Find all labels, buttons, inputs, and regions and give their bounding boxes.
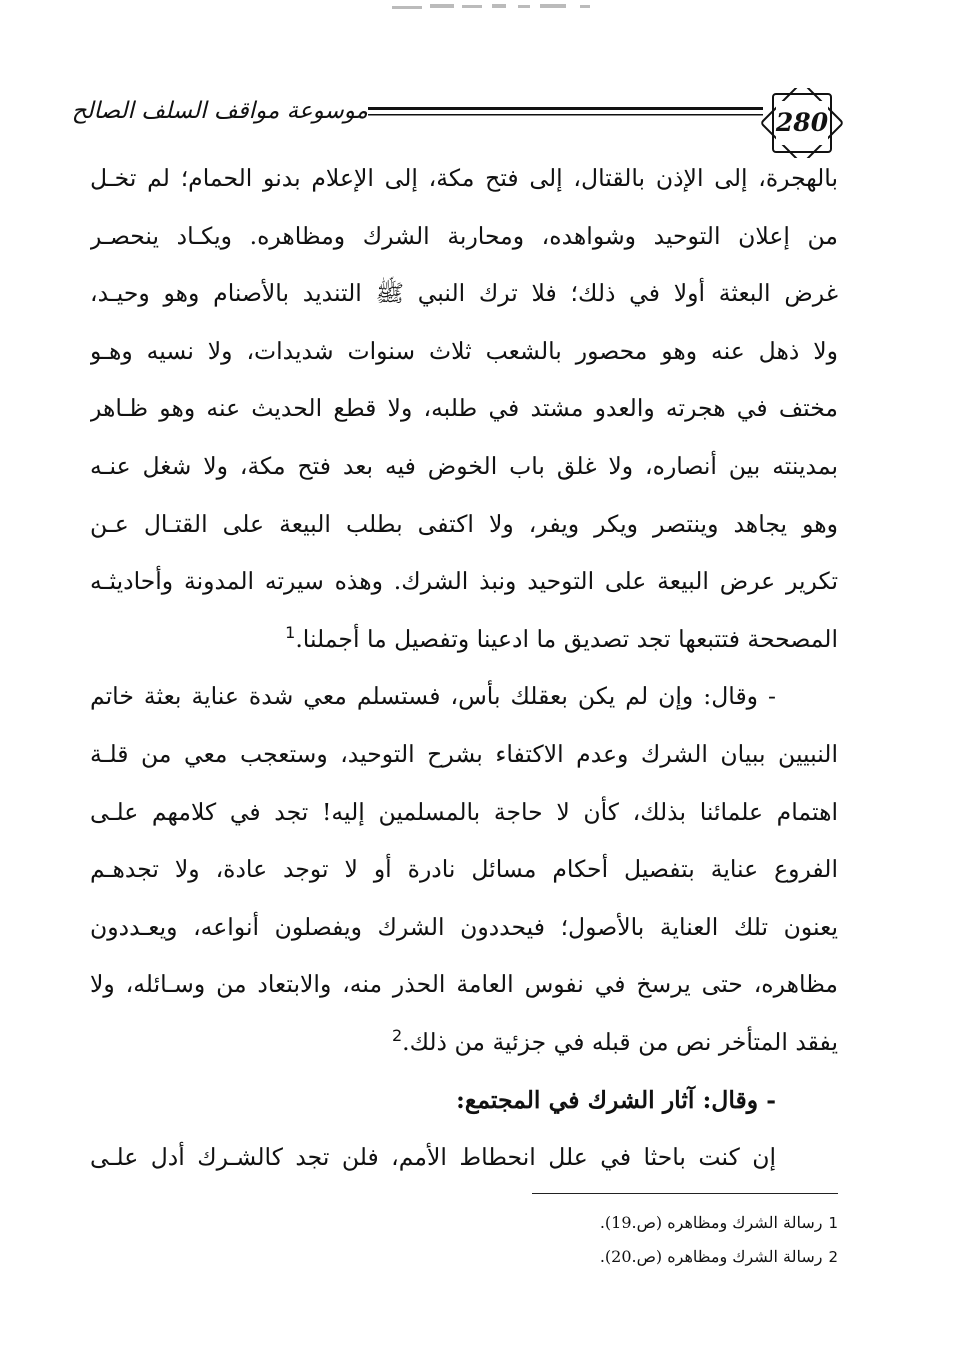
- text-line: وهو يجاهد وينتصر ويكر ويفر، ولا اكتفى بطلب البيعة على القتـال عـن: [90, 509, 838, 538]
- page-number: 280: [775, 108, 829, 137]
- footnote-1: [300, 1206, 838, 1240]
- text-line: مختف في هجرته والعدو مشتد في طلبه، ولا قطع الحديث عنه وهو ظـاهر: [90, 394, 838, 423]
- page-number-badge: [756, 88, 848, 158]
- text-line: من إعلان التوحيد وشواهده، ومحاربة الشرك ومظاهره. ويكـاد ينحصـر: [90, 221, 838, 250]
- footnote-ref-2: 2: [391, 1025, 403, 1045]
- text-line: إن كنت باحثا في علل انحطاط الأمم، فلن تجد كالشـرك أدل علـى: [90, 1143, 776, 1172]
- text-line: يعنون تلك العناية بالأصول؛ فيحددون الشرك ويفصلون أنواعه، ويعـددون: [90, 912, 838, 941]
- section-heading: - وقال: آثار الشرك في المجتمع:: [456, 1085, 776, 1114]
- text-line: ولا ذهل عنه وهو محصور بالشعب ثلاث سنوات شديدات، ولا نسيه وهـو: [90, 336, 838, 365]
- footnote-text: رسالة الشرك ومظاهره (ص.19).: [599, 1213, 823, 1232]
- text-line: - وقال: وإن لم يكن بعقلك بأس، فستسلم معي شدة عناية بعثة خاتم: [90, 682, 776, 711]
- text-line: غرض البعثة أولا في ذلك؛ فلا ترك النبي ﷺ التنديد بالأصنام وهو وحيـد،: [90, 279, 838, 308]
- scan-top-marks: [0, 0, 973, 20]
- text-line: الفروع عناية بتفصيل أحكام مسائل نادرة أو لا توجد عادة، ولا تجدهـم: [90, 855, 838, 884]
- text-line: بمدينته بين أنصاره، ولا غلق باب الخوض فيه بعد فتح مكة، ولا شغل عنـه: [90, 451, 838, 480]
- footnote-number: 2: [828, 1248, 838, 1266]
- footnote-2: [300, 1240, 838, 1274]
- main-text: [90, 150, 838, 1187]
- text-line: المصححة فتتبعها تجد تصديق ما ادعينا وتفصيل ما أجملنا.$^1$: [285, 622, 838, 653]
- text-line: اهتمام علمائنا بذلك، كأن لا حاجة بالمسلمين إليه! تجد في كلامهم علـى: [90, 797, 838, 826]
- text-line: النبيين ببيان الشرك وعدم الاكتفاء بشرح التوحيد، وستعجب معي من قلـة: [90, 739, 838, 768]
- text-line: مظاهره، حتى يرسخ في نفوس العامة الحذر منه، والابتعاد من وسـائله، ولا: [90, 970, 838, 999]
- text-line: يفقد المتأخر نص من قبله في جزئية من ذلك.$^2$: [391, 1025, 838, 1056]
- page-header: [71, 88, 848, 158]
- text-line: تكرير عرض البيعة على التوحيد ونبذ الشرك. وهذه سيرته المدونة وأحاديثـه: [90, 567, 838, 596]
- text-line: بالهجرة، إلى الإذن بالقتال، إلى فتح مكة، إلى الإعلام بدنو الحمام؛ لم تخـل: [90, 164, 838, 192]
- footnote-separator: [532, 1193, 838, 1194]
- footnote-text: رسالة الشرك ومظاهره (ص.20).: [599, 1247, 823, 1266]
- header-double-rule: [368, 106, 763, 120]
- footnote-number: 1: [828, 1214, 838, 1232]
- book-title: موسوعة مواقف السلف الصالح: [71, 98, 368, 124]
- footnote-ref-1: 1: [285, 622, 296, 642]
- footnotes: [300, 1206, 838, 1274]
